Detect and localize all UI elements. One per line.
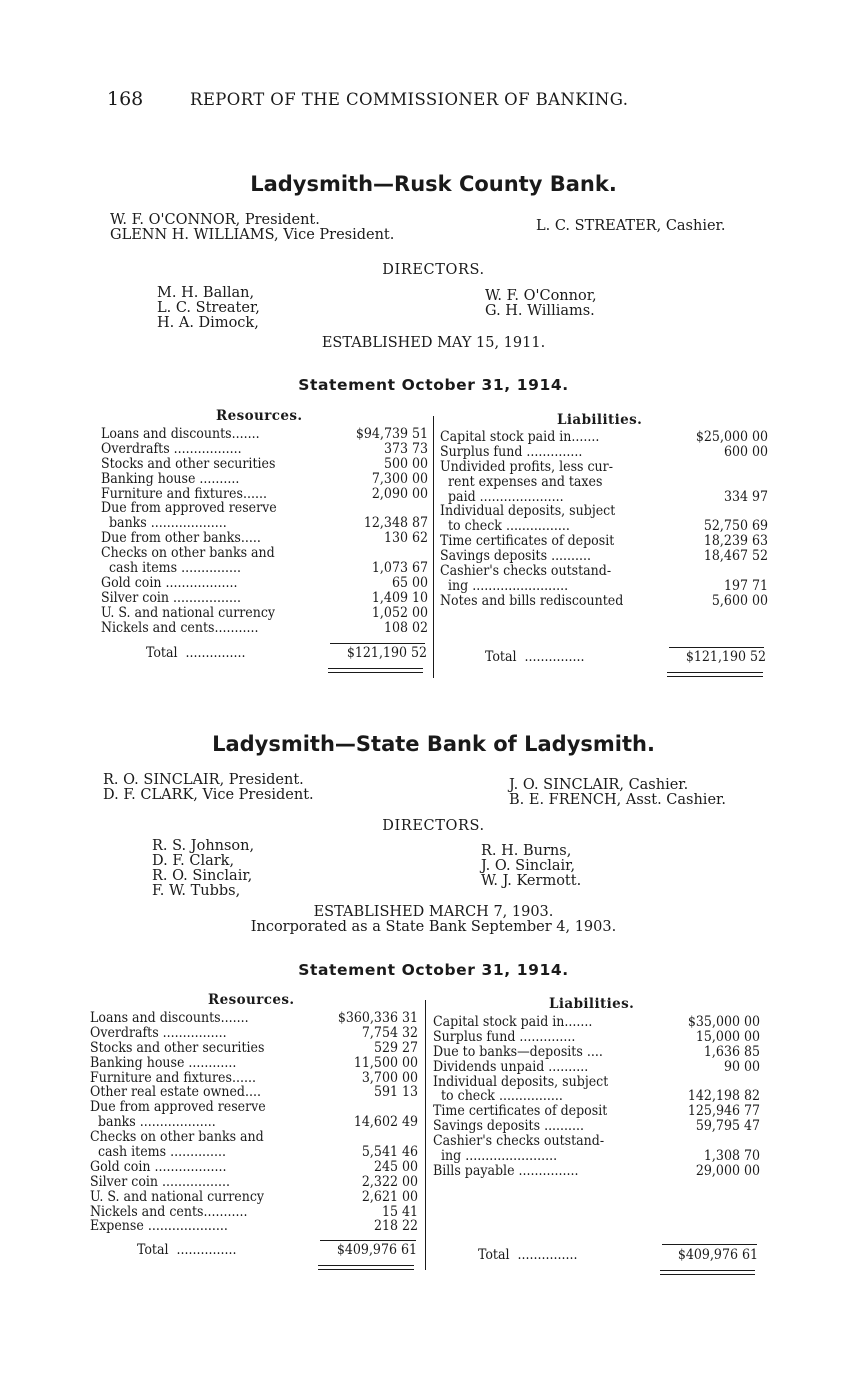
page-number: 168: [107, 88, 144, 110]
ledger-item-label: banks ...................: [101, 516, 227, 532]
ledger-item-label: Individual deposits, subject: [440, 504, 616, 520]
officers-left: [110, 213, 394, 243]
ledger-item-label: cash items ...............: [101, 561, 242, 576]
officer: W. F. O'CONNOR, President.: [110, 212, 320, 228]
director: J. O. Sinclair,: [481, 858, 576, 874]
double-rule: [667, 672, 763, 673]
ledger-item-amount: $360,336 31: [337, 1010, 418, 1026]
ledger-row: [440, 534, 768, 549]
ledger-item-label: Bills payable ...............: [433, 1163, 579, 1179]
ledger-item-label: Surplus fund ..............: [433, 1029, 576, 1045]
ledger-item-amount: 1,073 67: [371, 560, 428, 577]
ledger-row: [101, 516, 428, 531]
ledger-item-label: Dividends unpaid ..........: [433, 1059, 589, 1075]
ledger-item-label: rent expenses and taxes: [440, 474, 603, 490]
ledger-item-label: Loans and discounts.......: [90, 1011, 249, 1026]
ledger-item-amount: 15,000 00: [695, 1028, 760, 1045]
ledger-row: [90, 1205, 418, 1220]
ledger-item-label: Other real estate owned....: [90, 1085, 261, 1101]
ledger-row: [101, 531, 428, 546]
ledger-item-label: Furniture and fixtures......: [101, 486, 267, 502]
double-rule: [318, 1265, 414, 1266]
ledger-row: [101, 606, 428, 621]
ledger-item-amount: 7,300 00: [371, 470, 428, 487]
ledger-item-label: Overdrafts .................: [101, 441, 242, 457]
ledger-item-amount: 65 00: [391, 574, 428, 591]
ledger-item-label: Savings deposits ..........: [433, 1119, 585, 1135]
ledger-item-amount: 125,946 77: [687, 1103, 760, 1120]
ledger-item-amount: 108 02: [383, 619, 428, 636]
total-resources: $409,976 61: [336, 1242, 417, 1258]
officer: L. C. STREATER, Cashier.: [536, 218, 726, 234]
ledger-row: [440, 460, 768, 475]
ledger-item-label: Expense ....................: [90, 1219, 228, 1235]
ledger-item-amount: 500 00: [383, 455, 428, 472]
ledger-item-label: Silver coin .................: [101, 590, 242, 606]
ledger-item-label: Due from other banks.....: [101, 531, 261, 547]
ledger-row: [101, 427, 428, 442]
ledger-row: [90, 1175, 418, 1190]
liabilities-heading: Liabilities.: [557, 412, 643, 428]
ledger-item-amount: 15 41: [381, 1203, 418, 1220]
ledger-row: [433, 1089, 760, 1104]
ledger-row: [101, 576, 428, 591]
liabilities-list: [433, 1015, 760, 1179]
ledger-item-label: Checks on other banks and: [90, 1130, 264, 1146]
director: R. O. Sinclair,: [152, 868, 253, 884]
liabilities-heading: Liabilities.: [549, 996, 635, 1012]
ledger-row: [440, 430, 768, 445]
officer: D. F. CLARK, Vice President.: [103, 787, 314, 803]
ledger-item-label: Banking house ..........: [101, 471, 240, 487]
ledger-row: [433, 1164, 760, 1179]
ledger-row: [440, 475, 768, 490]
ledger-item-amount: 130 62: [383, 530, 428, 547]
directors-heading: DIRECTORS.: [382, 262, 485, 278]
statement-title: Statement October 31, 1914.: [298, 376, 569, 394]
ledger-item-label: Time certificates of deposit: [433, 1104, 608, 1120]
ledger-item-amount: 334 97: [723, 488, 768, 505]
ledger-item-label: Due from approved reserve: [101, 501, 277, 517]
total-resources: $121,190 52: [346, 645, 427, 661]
ledger-item-label: Individual deposits, subject: [433, 1074, 609, 1090]
resources-heading: Resources.: [208, 992, 295, 1008]
ledger-row: [433, 1075, 760, 1090]
ledger-item-label: Undivided profits, less cur-: [440, 459, 613, 475]
ledger-item-label: Checks on other banks and: [101, 546, 275, 562]
double-rule: [328, 668, 423, 669]
ledger-row: [440, 445, 768, 460]
ledger-item-amount: $94,739 51: [355, 426, 428, 442]
ledger-item-label: ing ........................: [440, 578, 569, 594]
ledger-item-label: Nickels and cents...........: [90, 1204, 248, 1220]
liabilities-list: [440, 430, 768, 609]
double-rule: [667, 676, 763, 677]
bank-title: Ladysmith—Rusk County Bank.: [250, 172, 617, 196]
ledger-item-amount: $25,000 00: [695, 429, 768, 445]
ledger-item-amount: 1,409 10: [371, 589, 428, 606]
ledger-row: [440, 594, 768, 609]
total-liabilities: $121,190 52: [685, 649, 766, 665]
ledger-item-amount: 2,322 00: [361, 1173, 418, 1190]
ledger-item-label: ing .......................: [433, 1149, 558, 1164]
ledger-item-label: Cashier's checks outstand-: [440, 564, 612, 579]
double-rule: [660, 1274, 755, 1275]
ledger-item-amount: 3,700 00: [361, 1069, 418, 1086]
ledger-row: [101, 442, 428, 457]
ledger-row: [90, 1115, 418, 1130]
ledger-row: [440, 519, 768, 534]
ledger-item-label: banks ...................: [90, 1115, 216, 1131]
total-liabilities-row: Total ............... $121,190 52: [485, 649, 766, 665]
ledger-row: [90, 1041, 418, 1056]
directors-left: [152, 839, 254, 899]
officer: GLENN H. WILLIAMS, Vice President.: [110, 227, 395, 243]
ledger-item-label: Gold coin ..................: [90, 1159, 227, 1175]
ledger-row: [440, 504, 768, 519]
ledger-item-amount: 373 73: [383, 440, 428, 457]
ledger-row: [90, 1130, 418, 1145]
ledger-row: [101, 621, 428, 636]
ledger-item-label: Due from approved reserve: [90, 1100, 266, 1116]
ledger-item-label: Savings deposits ..........: [440, 549, 592, 565]
ledger-row: [90, 1071, 418, 1086]
ledger-item-label: Silver coin .................: [90, 1174, 231, 1190]
double-rule: [660, 1270, 755, 1271]
ledger-item-label: to check ................: [433, 1089, 563, 1105]
ledger-row: [433, 1060, 760, 1075]
director: M. H. Ballan,: [157, 285, 255, 301]
officers-right: [536, 219, 726, 234]
ledger-item-label: Loans and discounts.......: [101, 427, 260, 442]
ledger-row: [101, 501, 428, 516]
ledger-row: [433, 1015, 760, 1030]
ledger-row: [101, 591, 428, 606]
ledger-row: [101, 457, 428, 472]
ledger-item-label: cash items ..............: [90, 1145, 227, 1160]
director: R. S. Johnson,: [152, 838, 255, 854]
ledger-item-amount: 18,239 63: [703, 533, 768, 550]
ledger-item-amount: 29,000 00: [695, 1162, 760, 1179]
ledger-item-label: Surplus fund ..............: [440, 444, 583, 460]
ledger-item-label: Due to banks—deposits ....: [433, 1044, 603, 1060]
ledger-item-label: Capital stock paid in.......: [433, 1015, 593, 1030]
ledger-row: [101, 487, 428, 502]
established: ESTABLISHED MARCH 7, 1903.: [313, 904, 554, 920]
director: D. F. Clark,: [152, 853, 235, 869]
resources-list: [101, 427, 428, 635]
director: H. A. Dimock,: [157, 315, 259, 331]
officer: R. O. SINCLAIR, President.: [103, 772, 304, 788]
ledger-item-label: U. S. and national currency: [90, 1189, 265, 1205]
ledger-item-amount: 245 00: [373, 1158, 418, 1175]
ledger-item-amount: 2,621 00: [361, 1188, 418, 1205]
directors-right: [481, 844, 581, 889]
ledger-row: [90, 1026, 418, 1041]
incorporated: Incorporated as a State Bank September 4, 1903.: [250, 919, 617, 935]
ledger-item-label: Furniture and fixtures......: [90, 1070, 256, 1086]
ledger-row: [90, 1085, 418, 1100]
ledger-item-amount: 90 00: [723, 1058, 760, 1075]
ledger-item-label: U. S. and national currency: [101, 605, 276, 621]
ledger-item-label: Capital stock paid in.......: [440, 430, 600, 445]
ledger-row: [90, 1219, 418, 1234]
total-resources-row: Total ............... $121,190 52: [146, 645, 427, 661]
running-head: REPORT OF THE COMMISSIONER OF BANKING.: [190, 90, 629, 109]
ledger-row: [90, 1056, 418, 1071]
ledger-item-amount: 11,500 00: [353, 1054, 418, 1071]
ledger-row: [433, 1104, 760, 1119]
total-rule: [330, 643, 425, 644]
ledger-item-amount: 1,308 70: [703, 1148, 760, 1165]
directors-left: [157, 286, 260, 331]
ledger-item-amount: 600 00: [723, 443, 768, 460]
total-rule: [662, 1244, 757, 1245]
ledger-row: [440, 564, 768, 579]
ledger-row: [90, 1100, 418, 1115]
resources-heading: Resources.: [216, 408, 303, 424]
total-liabilities-row: Total ............... $409,976 61: [478, 1247, 758, 1263]
director: F. W. Tubbs,: [152, 883, 241, 899]
ledger-row: [90, 1190, 418, 1205]
ledger-item-amount: 52,750 69: [703, 518, 768, 535]
director: G. H. Williams.: [485, 303, 595, 319]
ledger-row: [433, 1149, 760, 1164]
ledger-item-label: Stocks and other securities: [90, 1040, 265, 1056]
ledger-row: [101, 472, 428, 487]
ledger-item-label: Stocks and other securities: [101, 456, 276, 472]
ledger-item-label: Gold coin ..................: [101, 575, 238, 591]
double-rule: [318, 1269, 414, 1270]
director: W. F. O'Connor,: [485, 288, 597, 304]
ledger-row: [440, 490, 768, 505]
directors-heading: DIRECTORS.: [382, 818, 485, 834]
bank-title: Ladysmith—State Bank of Ladysmith.: [212, 732, 655, 756]
ledger-row: [101, 561, 428, 576]
ledger-item-amount: 142,198 82: [687, 1088, 760, 1105]
ledger-item-amount: 197 71: [723, 577, 768, 594]
ledger-item-amount: 12,348 87: [363, 515, 428, 532]
ledger-item-label: Time certificates of deposit: [440, 534, 615, 550]
ledger-item-amount: 218 22: [373, 1218, 418, 1235]
ledger-row: [433, 1134, 760, 1149]
ledger-item-amount: 591 13: [373, 1084, 418, 1101]
officer: J. O. SINCLAIR, Cashier.: [509, 777, 689, 793]
ledger-item-amount: 529 27: [373, 1039, 418, 1056]
ledger-item-amount: 1,052 00: [371, 604, 428, 621]
ledger-item-label: paid .....................: [440, 489, 564, 505]
resources-list: [90, 1011, 418, 1234]
ledger-item-amount: 7,754 32: [361, 1024, 418, 1041]
total-rule: [669, 647, 764, 648]
ledger-item-label: Banking house ............: [90, 1055, 237, 1071]
ledger-item-label: Nickels and cents...........: [101, 620, 259, 636]
director: L. C. Streater,: [157, 300, 260, 316]
ledger-row: [90, 1011, 418, 1026]
ledger-item-amount: 2,090 00: [371, 485, 428, 502]
ledger-item-amount: 1,636 85: [703, 1043, 760, 1060]
statement-title: Statement October 31, 1914.: [298, 961, 569, 979]
ledger-item-amount: 5,600 00: [711, 592, 768, 609]
double-rule: [328, 672, 423, 673]
total-rule: [320, 1240, 416, 1241]
ledger-row: [101, 546, 428, 561]
ledger-row: [90, 1160, 418, 1175]
ledger-row: [433, 1045, 760, 1060]
ledger-item-label: Overdrafts ................: [90, 1025, 227, 1041]
ledger-item-amount: 14,602 49: [353, 1114, 418, 1131]
ledger-item-amount: 18,467 52: [703, 548, 768, 565]
ledger-item-amount: $35,000 00: [687, 1014, 760, 1030]
column-divider: [425, 1000, 426, 1270]
director: R. H. Burns,: [481, 843, 572, 859]
ledger-row: [433, 1030, 760, 1045]
ledger-row: [433, 1119, 760, 1134]
ledger-item-label: to check ................: [440, 519, 570, 535]
total-liabilities: $409,976 61: [677, 1247, 758, 1263]
ledger-item-amount: 59,795 47: [695, 1118, 760, 1135]
ledger-row: [90, 1145, 418, 1160]
ledger-row: [440, 579, 768, 594]
officers-left: [103, 773, 314, 803]
ledger-row: [440, 549, 768, 564]
director: W. J. Kermott.: [481, 873, 582, 889]
ledger-item-label: Cashier's checks outstand-: [433, 1134, 605, 1150]
directors-right: [485, 289, 597, 319]
total-resources-row: Total ............... $409,976 61: [137, 1242, 417, 1258]
officers-right: [509, 778, 726, 808]
column-divider: [433, 416, 434, 678]
officer: B. E. FRENCH, Asst. Cashier.: [509, 792, 726, 808]
ledger-item-label: Notes and bills rediscounted: [440, 593, 624, 609]
established: ESTABLISHED MAY 15, 1911.: [321, 335, 546, 351]
ledger-item-amount: 5,541 46: [361, 1144, 418, 1161]
